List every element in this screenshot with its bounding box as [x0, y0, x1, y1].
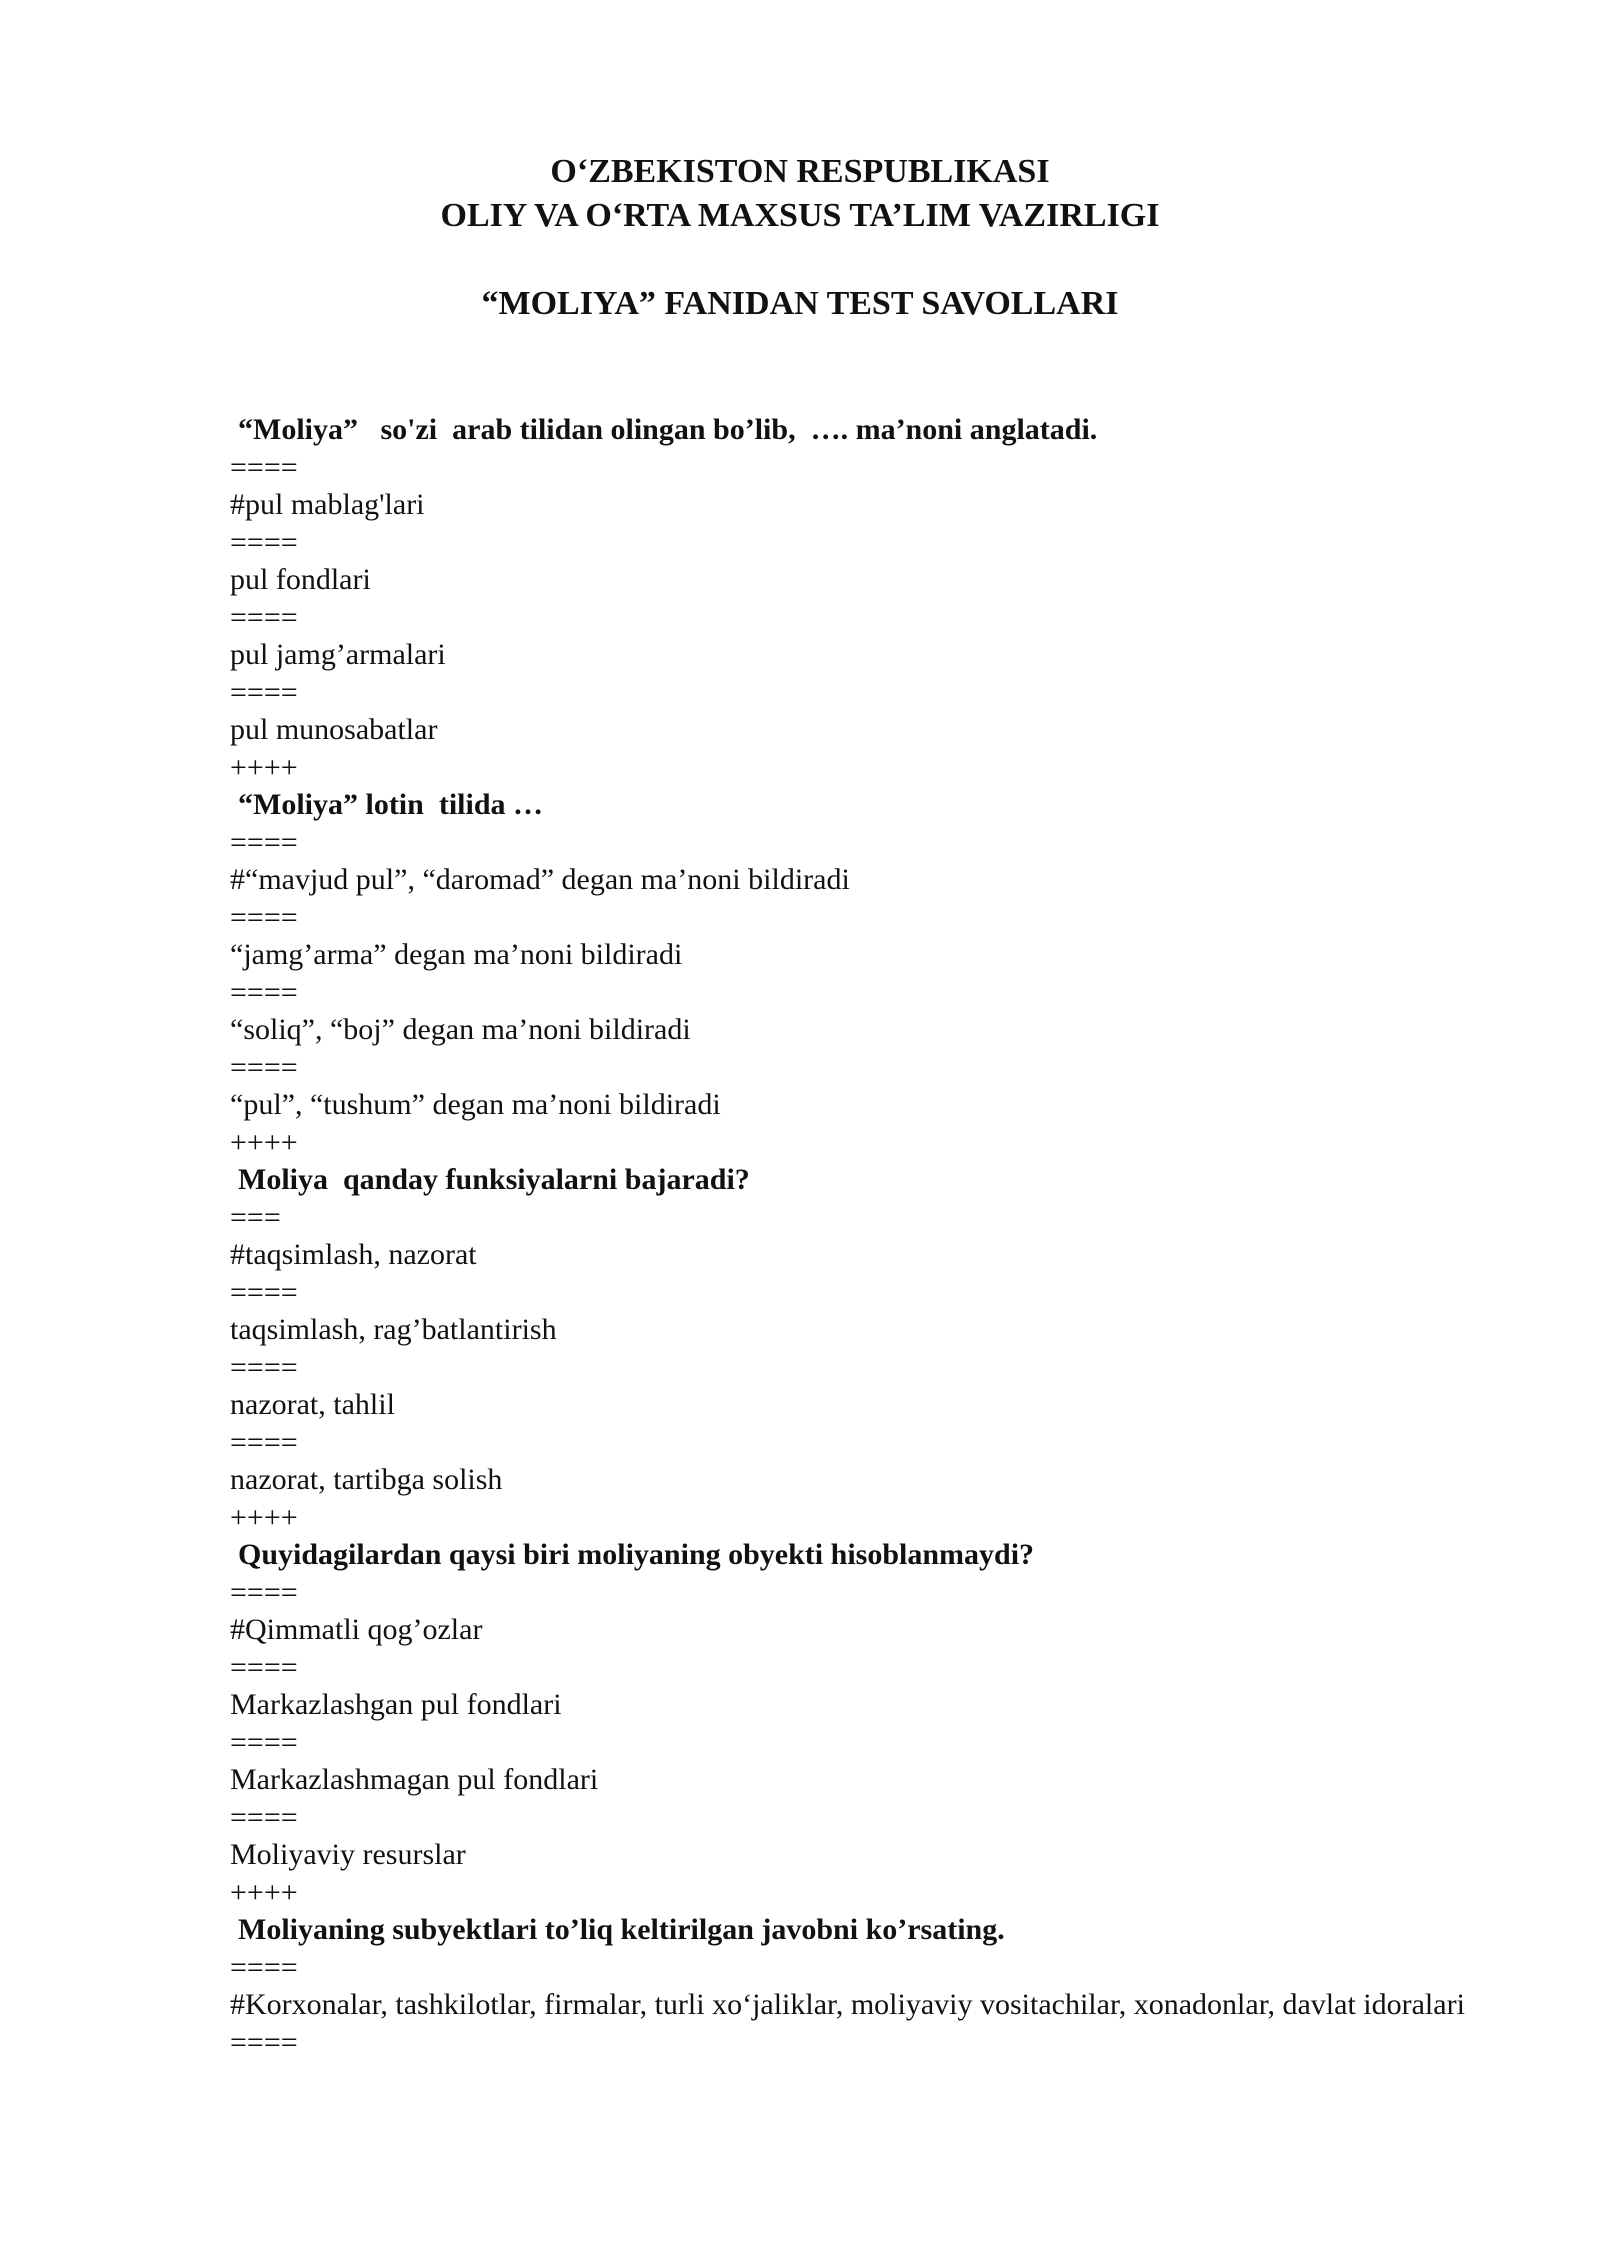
question-text: Moliya qanday funksiyalarni bajaradi? — [238, 1163, 750, 1196]
separator-line: ==== — [230, 525, 298, 559]
separator-line: ==== — [230, 825, 298, 859]
answer-option: nazorat, tartibga solish — [230, 1463, 503, 1496]
separator-line: ++++ — [230, 1500, 298, 1534]
answer-option: #Korxonalar, tashkilotlar, firmalar, turli xo‘jaliklar, moliyaviy vositachilar, xonadonlar, davlat idoralari — [230, 1988, 1465, 2021]
answer-option: “jamg’arma” degan ma’noni bildiradi — [230, 938, 683, 971]
separator-line: ==== — [230, 1800, 298, 1834]
ministry-heading: OLIY VA O‘RTA MAXSUS TA’LIM VAZIRLIGI — [440, 197, 1160, 234]
document-header — [0, 150, 1600, 326]
question-text: “Moliya” lotin tilida … — [238, 788, 544, 821]
question-text: Quyidagilardan qaysi biri moliyaning obyekti hisoblanmaydi? — [238, 1538, 1035, 1571]
separator-line: ++++ — [230, 1125, 298, 1159]
answer-option: “soliq”, “boj” degan ma’noni bildiradi — [230, 1013, 691, 1046]
question-text: “Moliya” so'zi arab tilidan olingan bo’lib, …. ma’noni anglatadi. — [238, 413, 1098, 446]
document-title: “MOLIYA” FANIDAN TEST SAVOLLARI — [481, 285, 1119, 322]
answer-option: Moliyaviy resurslar — [230, 1838, 466, 1871]
answer-option: Markazlashmagan pul fondlari — [230, 1763, 599, 1796]
separator-line: ==== — [230, 1725, 298, 1759]
test-questions-body — [230, 411, 1488, 2061]
separator-line: ==== — [230, 1275, 298, 1309]
separator-line: === — [230, 1200, 281, 1234]
separator-line: ==== — [230, 450, 298, 484]
separator-line: ==== — [230, 1650, 298, 1684]
answer-option: #Qimmatli qog’ozlar — [230, 1613, 483, 1646]
answer-option: #“mavjud pul”, “daromad” degan ma’noni bildiradi — [230, 863, 850, 896]
answer-option: #taqsimlash, nazorat — [230, 1238, 477, 1271]
question-text: Moliyaning subyektlari to’liq keltirilgan javobni ko’rsating. — [238, 1913, 1005, 1946]
separator-line: ++++ — [230, 1875, 298, 1909]
answer-option: pul munosabatlar — [230, 713, 438, 746]
answer-option: “pul”, “tushum” degan ma’noni bildiradi — [230, 1088, 721, 1121]
answer-option: pul jamg’armalari — [230, 638, 446, 671]
separator-line: ==== — [230, 675, 298, 709]
separator-line: ++++ — [230, 750, 298, 784]
separator-line: ==== — [230, 900, 298, 934]
answer-option: Markazlashgan pul fondlari — [230, 1688, 562, 1721]
separator-line: ==== — [230, 1425, 298, 1459]
separator-line: ==== — [230, 1950, 298, 1984]
republic-heading: O‘ZBEKISTON RESPUBLIKASI — [550, 153, 1050, 190]
answer-option: nazorat, tahlil — [230, 1388, 395, 1421]
answer-option: taqsimlash, rag’batlantirish — [230, 1313, 557, 1346]
separator-line: ==== — [230, 1350, 298, 1384]
separator-line: ==== — [230, 1050, 298, 1084]
separator-line: ==== — [230, 975, 298, 1009]
separator-line: ==== — [230, 1575, 298, 1609]
separator-line: ==== — [230, 2025, 298, 2059]
answer-option: pul fondlari — [230, 563, 371, 596]
answer-option: #pul mablag'lari — [230, 488, 425, 521]
separator-line: ==== — [230, 600, 298, 634]
